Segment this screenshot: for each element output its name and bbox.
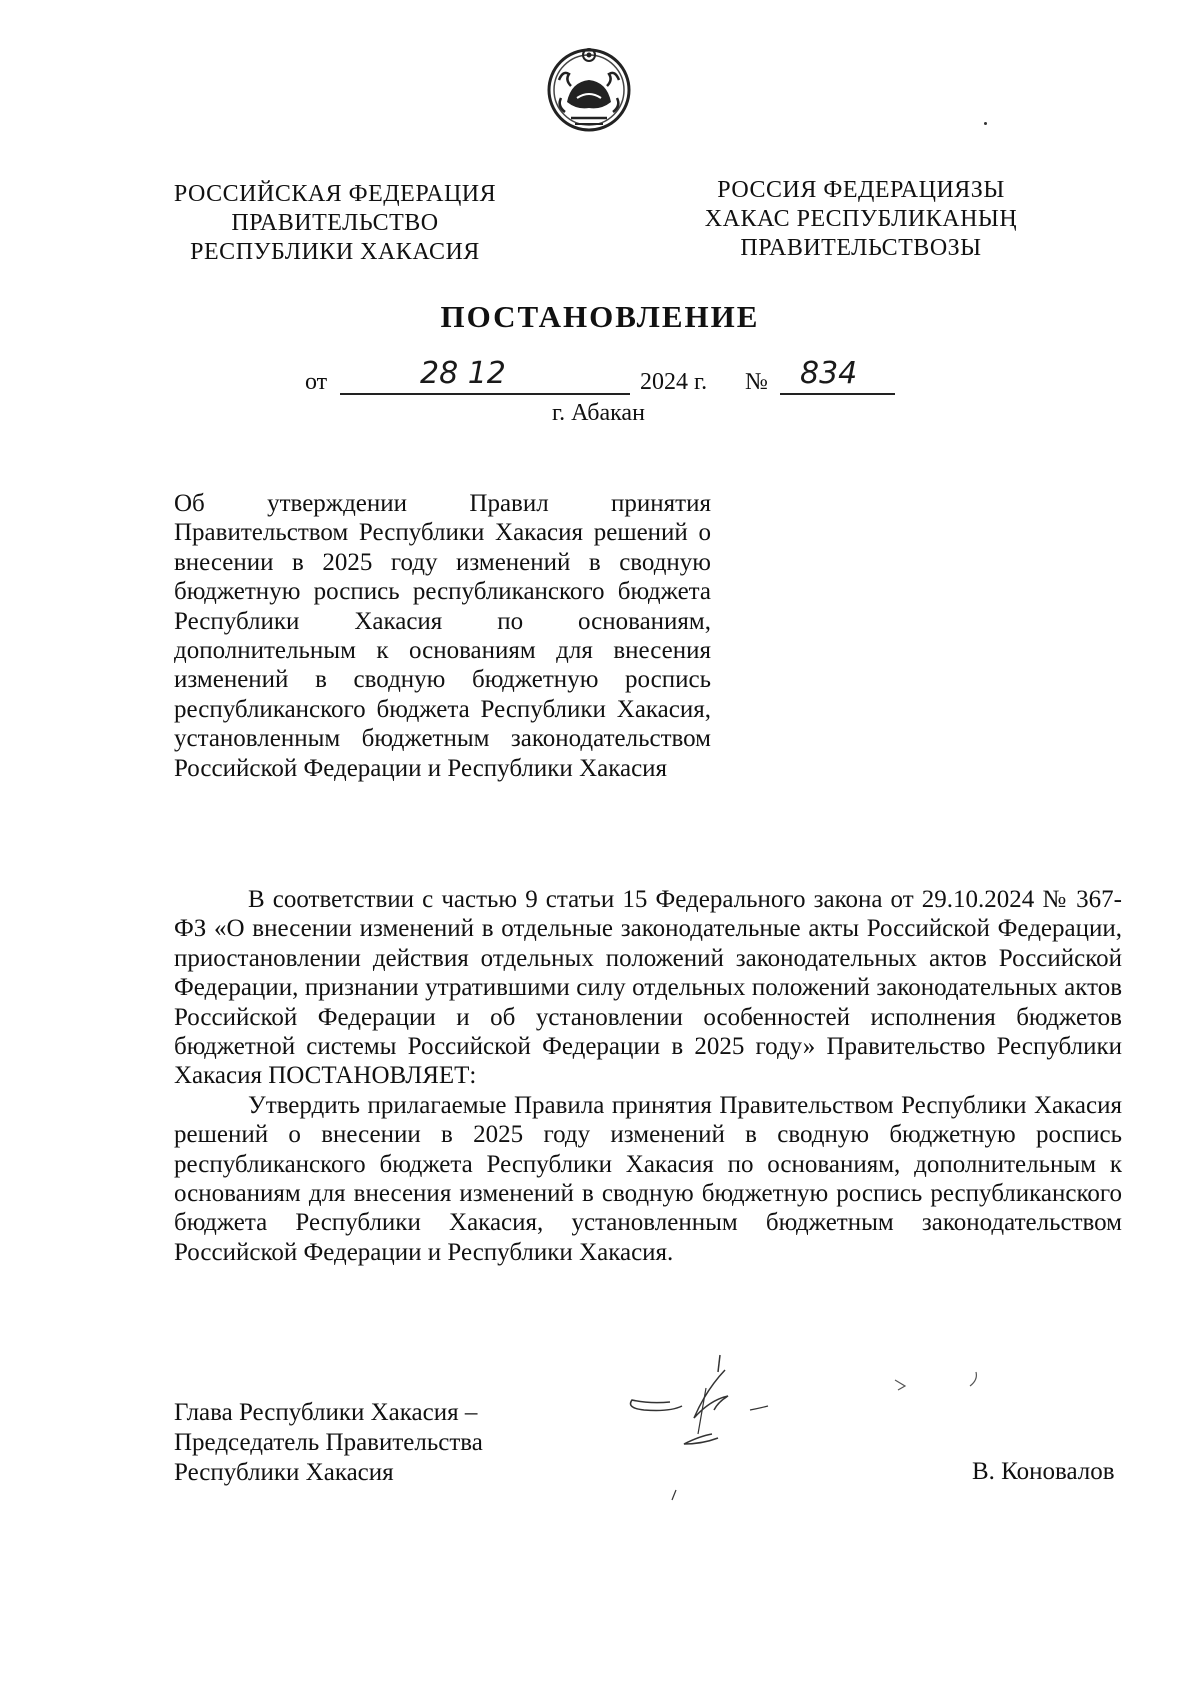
signer-name: В. Коновалов [972, 1458, 1115, 1485]
signer-position-line: Председатель Правительства [174, 1429, 483, 1456]
document-body [174, 885, 1122, 1267]
header-right-line: ХАКАС РЕСПУБЛИКАНЫҢ [704, 206, 1018, 232]
signer-position-line: Республики Хакасия [174, 1459, 394, 1486]
signer-position-line: Глава Республики Хакасия – [174, 1399, 478, 1426]
header-right-block [686, 176, 1036, 263]
header-right-line: ПРАВИТЕЛЬСТВОЗЫ [740, 235, 982, 261]
header-left-line: РЕСПУБЛИКИ ХАКАСИЯ [190, 239, 480, 265]
header-left-block [140, 180, 530, 267]
header-right-line: РОССИЯ ФЕДЕРАЦИЯЗЫ [717, 177, 1005, 203]
signer-position [174, 1398, 483, 1488]
number-handwritten: 834 [800, 356, 858, 391]
header-left-line: РОССИЙСКАЯ ФЕДЕРАЦИЯ [173, 181, 497, 207]
city: г. Абакан [552, 400, 645, 426]
number-underline [780, 393, 895, 395]
date-year: 2024 г. [640, 369, 708, 395]
number-label: № [745, 369, 768, 395]
body-paragraph: В соответствии с частью 9 статьи 15 Федерального закона от 29.10.2024 № 367-ФЗ «О внесении изменений в отдельные законодательные акты Российской Федерации, приостановлении действия отдельных положений законодательных актов Российской Федерации, признании утратившими силу отдельных положений законодательных актов Российской Федерации и об установлении особенностей исполнения бюджетов бюджетной системы Российской Федерации в 2025 году» Правительство Республики Хакасия ПОСТАНОВЛЯЕТ: [174, 886, 1122, 1090]
date-from-label: от [305, 369, 328, 395]
date-underline [340, 393, 630, 395]
handwritten-signature [610, 1340, 1010, 1520]
body-paragraph: Утвердить прилагаемые Правила принятия Правительством Республики Хакасия решений о внесении в 2025 году изменений в сводную бюджетную роспись республиканского бюджета Республики Хакасия по основаниям, дополнительным к основаниям для внесения изменений в сводную бюджетную роспись республиканского бюджета Республики Хакасия, установленным бюджетным законодательством Российской Федерации и Республики Хакасия. [174, 1091, 1122, 1266]
document-title: ПОСТАНОВЛЕНИЕ [440, 299, 760, 334]
date-handwritten: 28 12 [420, 356, 506, 391]
document-subject: Об утверждении Правил принятия Правительством Республики Хакасия решений о внесении в 2025 году изменений в сводную бюджетную роспись республиканского бюджета Республики Хакасия по основаниям, дополнительным к основаниям для внесения изменений в сводную бюджетную роспись республиканского бюджета Республики Хакасия, установленным бюджетным законодательством Российской Федерации и Республики Хакасия [174, 490, 711, 782]
header-left-line: ПРАВИТЕЛЬСТВО [231, 210, 439, 236]
scan-speck [984, 122, 987, 125]
coat-of-arms-icon [541, 40, 637, 136]
